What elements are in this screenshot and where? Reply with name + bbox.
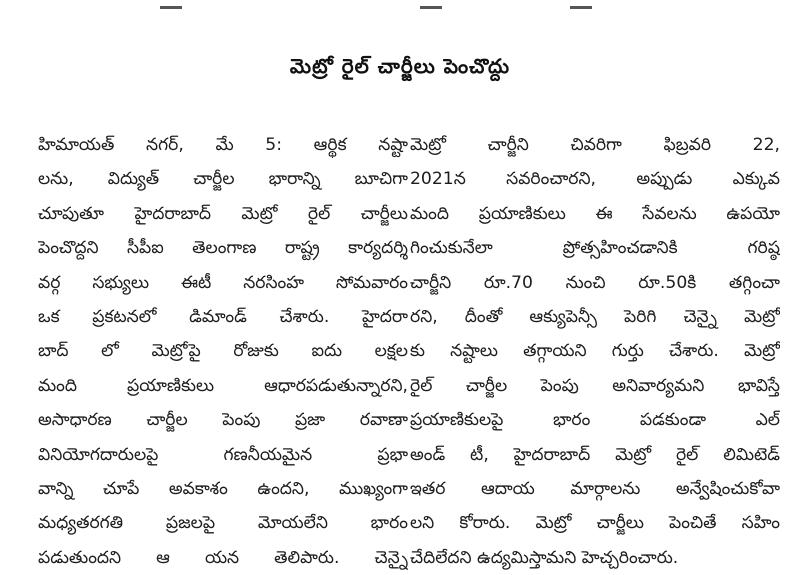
article-column-right — [410, 128, 780, 575]
article-line: వినియోగదారులపై గణనీయమైన ప్రభా — [38, 444, 408, 465]
article-line: హిమాయత్ నగర్, మే 5: ఆర్థిక నష్టా — [38, 135, 408, 155]
article-line: వర్గ సభ్యులు ఈటీ నరసింహ సోమవారం — [38, 272, 408, 293]
article-line: ప్రయాణికులపై భారం పడకుండా ఎల్ — [410, 410, 780, 431]
article-line: లని కోరారు. మెట్రో చార్జీలు పెంచితే సహిం — [410, 513, 780, 534]
article-line: ఇతర ఆదాయ మార్గాలను అన్వేషించుకోవా — [410, 478, 780, 499]
article-headline: మెట్రో రైల్ చార్జీలు పెంచొద్దు — [289, 53, 511, 78]
article-line: కు నష్టాలు తగ్గాయని గుర్తు చేశారు. మెట్రో — [410, 341, 780, 362]
article-line: పడుతుందని ఆ యన తెలిపారు. చెన్నై — [38, 547, 408, 568]
article-column-left — [38, 128, 408, 575]
article-line: రని, దీంతో ఆక్యుపెన్సీ పెరిగి చెన్నై మెట్రో — [410, 306, 780, 327]
article-line: మధ్యతరగతి ప్రజలపై మోయలేని భారం — [38, 513, 408, 534]
article-line: పెంచొద్దని సీపీఐ తెలంగాణ రాష్ట్ర కార్యదర్శి — [38, 238, 408, 259]
article-line: మంది ప్రయాణికులు ఈ సేవలను ఉపయో — [410, 203, 780, 224]
article-line: ఒక ప్రకటనలో డిమాండ్ చేశారు. హైదరా — [38, 306, 408, 327]
article-line: 2021న సవరించారని, అప్పుడు ఎక్కువ — [410, 169, 780, 190]
article-line: చార్జీని రూ.70 నుంచి రూ.50కి తగ్గించా — [410, 272, 780, 293]
article-line: గించుకునేలా ప్రోత్సహించడానికి గరిష్ఠ — [410, 238, 780, 259]
article-line: బాద్ లో మెట్రోపై రోజుకు ఐదు లక్షల — [38, 341, 408, 362]
article-line: వాన్ని చూపే అవకాశం ఉందని, ముఖ్యంగా — [38, 478, 408, 499]
article-line: అసాధారణ చార్జీల పెంపు ప్రజా రవాణా — [38, 410, 408, 431]
article-line: మంది ప్రయాణికులు ఆధారపడుతున్నారని, — [38, 375, 408, 396]
article-line: చూపుతూ హైదరాబాద్ మెట్రో రైల్ చార్జీలు — [38, 203, 408, 224]
article-line: మెట్రో చార్జీని చివరిగా ఫిబ్రవరి 22, — [410, 135, 780, 155]
article-line: అండ్ టీ, హైదరాబాద్ మెట్రో రైల్ లిమిటెడ్ — [410, 444, 780, 465]
article-line: రైల్ చార్జీల పెంపు అనివార్యమని భావిస్తే — [410, 375, 780, 396]
article-line: లను, విద్యుత్ చార్జీల భారాన్ని బూచిగా — [38, 169, 408, 190]
cropped-previous-article-strip — [0, 0, 800, 10]
article-line: చేదిలేదని ఉద్యమిస్తామని హెచ్చరించారు. — [410, 547, 679, 568]
